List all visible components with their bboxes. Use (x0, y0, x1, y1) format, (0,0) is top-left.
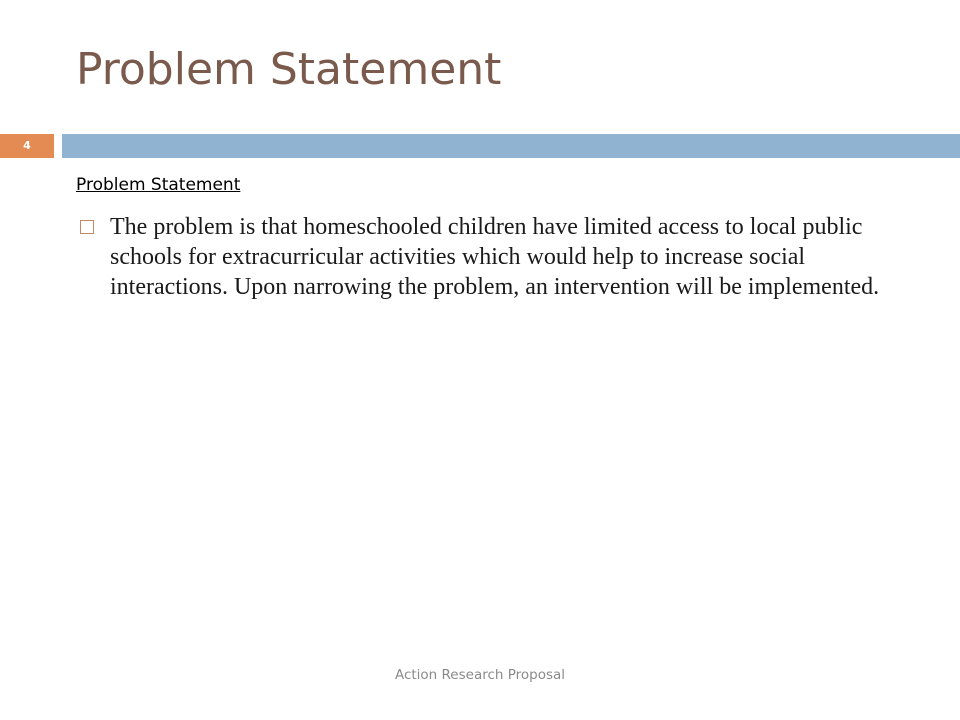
slide-footer: Action Research Proposal (394, 667, 566, 683)
bullet-item (76, 212, 928, 302)
bullet-text: The problem is that homeschooled children have limited access to local public schools for extracurricular activities which would help to increase social interactions. Upon narrowing the problem, an intervention will be implemented. (110, 214, 880, 300)
header-divider-bar (62, 134, 960, 158)
slide-title: Problem Statement (76, 44, 502, 95)
slide-number-badge: 4 (0, 134, 54, 158)
section-subheading: Problem Statement (76, 175, 241, 195)
square-outline-bullet-icon (80, 220, 94, 234)
